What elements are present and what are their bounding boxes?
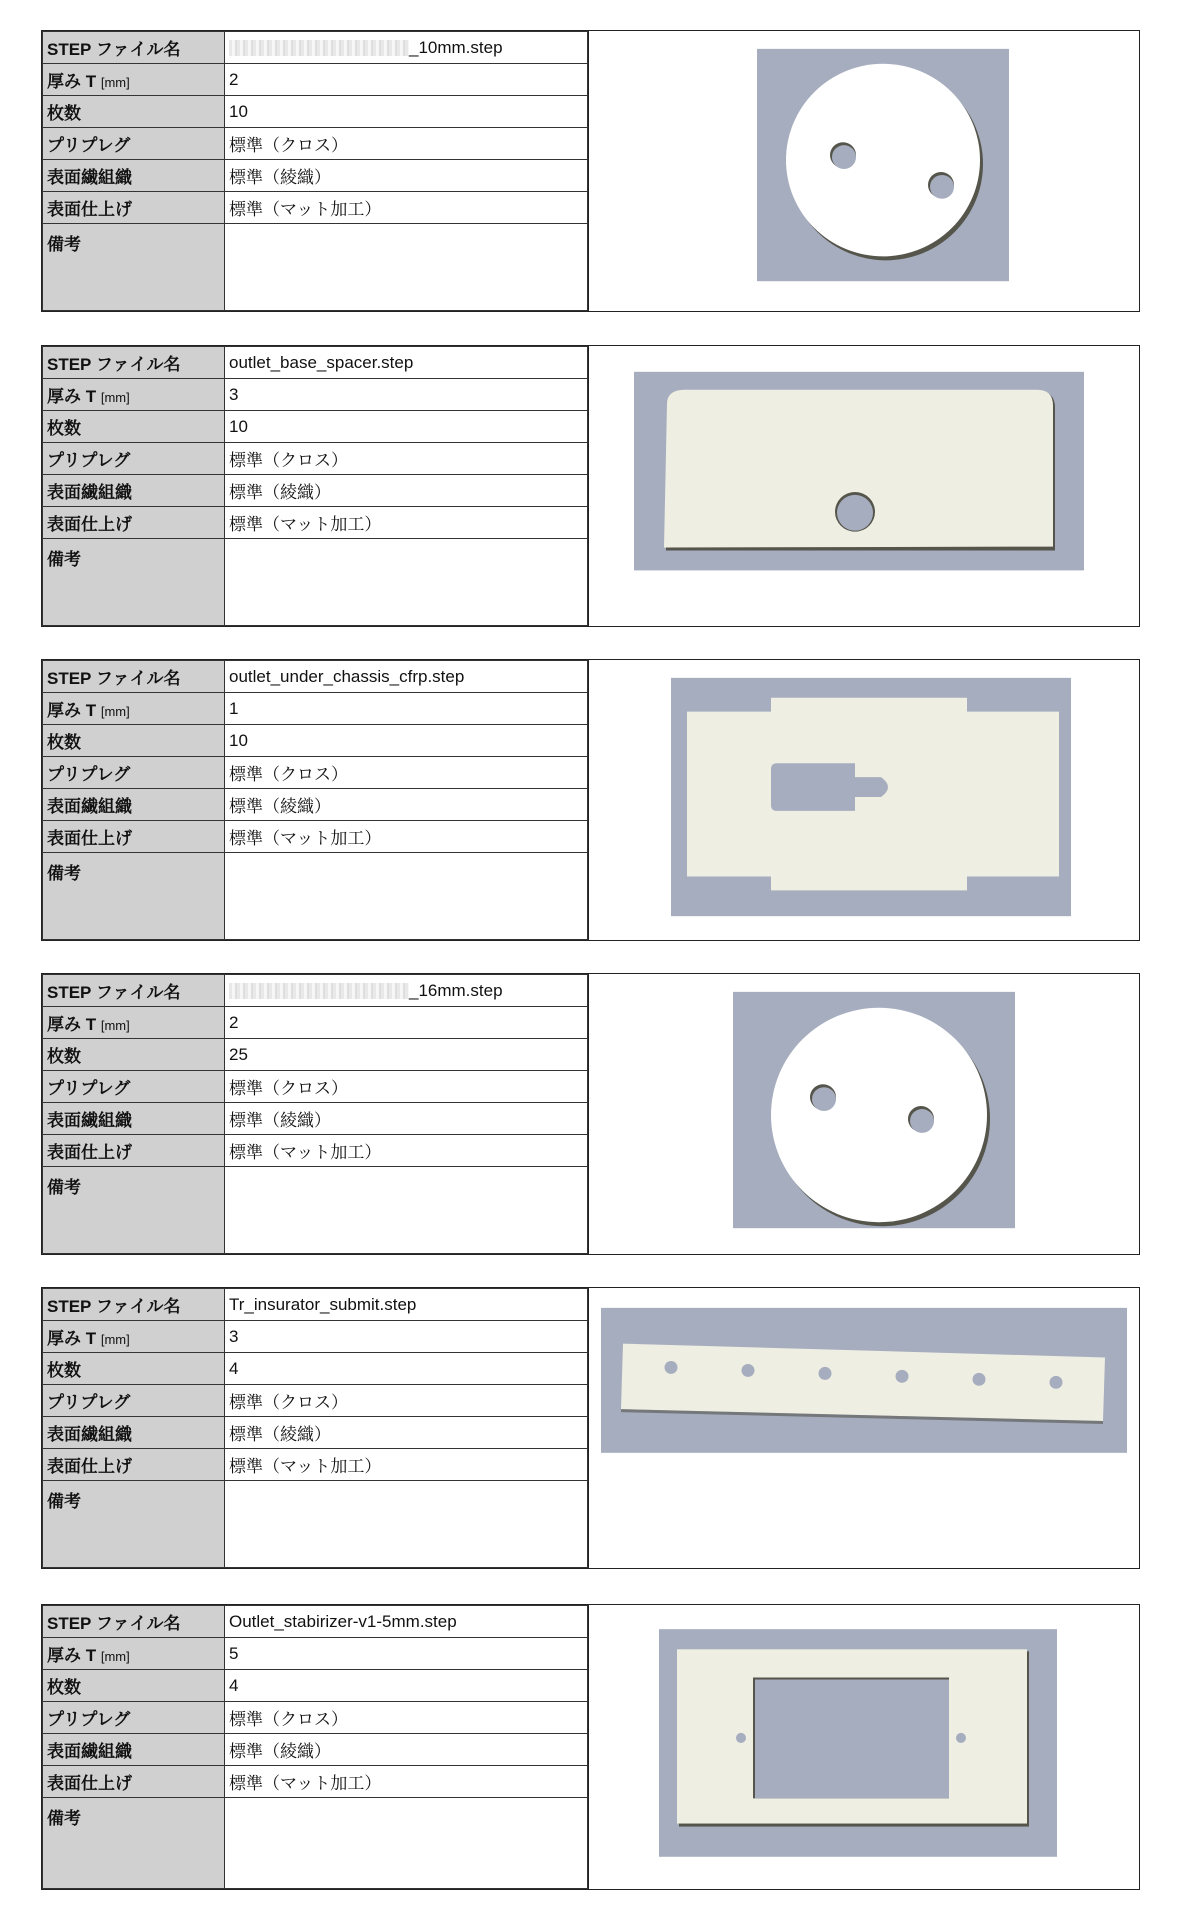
row-weave (43, 1417, 588, 1449)
value-thickness: 5 (225, 1638, 588, 1670)
label-note: 備考 (43, 1798, 225, 1889)
value-note (225, 539, 588, 626)
row-note (43, 1167, 588, 1254)
row-finish (43, 1766, 588, 1798)
value-note (225, 1481, 588, 1568)
value-note (225, 853, 588, 940)
strip-six-holes-icon (589, 1288, 1139, 1568)
value-prepreg: 標準（クロス） (225, 1071, 588, 1103)
spec-table (42, 974, 588, 1254)
value-weave: 標準（綾織） (225, 1734, 588, 1766)
value-prepreg: 標準（クロス） (225, 1702, 588, 1734)
label-finish: 表面仕上げ (43, 1135, 225, 1167)
row-qty (43, 96, 588, 128)
row-prepreg (43, 443, 588, 475)
row-finish (43, 507, 588, 539)
row-weave (43, 1103, 588, 1135)
part-spec-block (41, 659, 1140, 941)
label-note: 備考 (43, 224, 225, 311)
part-preview (588, 31, 1139, 311)
spec-table (42, 346, 588, 626)
row-prepreg (43, 757, 588, 789)
value-file: outlet_under_chassis_cfrp.step (225, 661, 588, 693)
value-finish: 標準（マット加工） (225, 1135, 588, 1167)
frame-plate-window-icon (589, 1605, 1139, 1889)
value-thickness: 2 (225, 64, 588, 96)
spec-table (42, 660, 588, 940)
row-qty (43, 1039, 588, 1071)
row-prepreg (43, 128, 588, 160)
row-finish (43, 192, 588, 224)
label-qty: 枚数 (43, 1039, 225, 1071)
label-file: STEP ファイル名 (43, 32, 225, 64)
part-spec-block (41, 1604, 1140, 1890)
part-spec-block (41, 973, 1140, 1255)
row-prepreg (43, 1071, 588, 1103)
label-weave: 表面繊組織 (43, 1417, 225, 1449)
label-file: STEP ファイル名 (43, 347, 225, 379)
label-finish: 表面仕上げ (43, 821, 225, 853)
part-spec-block (41, 345, 1140, 627)
row-finish (43, 1135, 588, 1167)
label-finish: 表面仕上げ (43, 1449, 225, 1481)
value-finish: 標準（マット加工） (225, 507, 588, 539)
value-qty: 10 (225, 725, 588, 757)
spec-table (42, 1288, 588, 1568)
row-file (43, 1606, 588, 1638)
value-thickness: 3 (225, 379, 588, 411)
label-prepreg: プリプレグ (43, 757, 225, 789)
row-file (43, 347, 588, 379)
label-note: 備考 (43, 1167, 225, 1254)
value-weave: 標準（綾織） (225, 789, 588, 821)
chassis-plate-cutout-icon (589, 660, 1139, 940)
value-prepreg: 標準（クロス） (225, 128, 588, 160)
part-preview (588, 346, 1139, 626)
row-qty (43, 1353, 588, 1385)
value-note (225, 1798, 588, 1889)
label-qty: 枚数 (43, 411, 225, 443)
label-qty: 枚数 (43, 725, 225, 757)
redacted-text (229, 983, 409, 999)
row-file (43, 32, 588, 64)
row-qty (43, 411, 588, 443)
value-note (225, 224, 588, 311)
part-preview (588, 974, 1139, 1254)
row-file (43, 1289, 588, 1321)
label-prepreg: プリプレグ (43, 1385, 225, 1417)
label-prepreg: プリプレグ (43, 128, 225, 160)
value-thickness: 2 (225, 1007, 588, 1039)
row-thickness (43, 1007, 588, 1039)
spec-table (42, 31, 588, 311)
label-file: STEP ファイル名 (43, 661, 225, 693)
row-note (43, 853, 588, 940)
label-weave: 表面繊組織 (43, 160, 225, 192)
row-weave (43, 1734, 588, 1766)
label-qty: 枚数 (43, 96, 225, 128)
row-weave (43, 475, 588, 507)
value-note (225, 1167, 588, 1254)
row-note (43, 1481, 588, 1568)
value-file: outlet_base_spacer.step (225, 347, 588, 379)
row-thickness (43, 693, 588, 725)
rounded-plate-one-hole-icon (589, 346, 1139, 626)
row-prepreg (43, 1702, 588, 1734)
row-thickness (43, 64, 588, 96)
part-preview (588, 1288, 1139, 1568)
redacted-text (229, 40, 409, 56)
value-finish: 標準（マット加工） (225, 192, 588, 224)
label-note: 備考 (43, 1481, 225, 1568)
value-weave: 標準（綾織） (225, 1417, 588, 1449)
label-weave: 表面繊組織 (43, 789, 225, 821)
label-prepreg: プリプレグ (43, 1071, 225, 1103)
label-qty: 枚数 (43, 1670, 225, 1702)
label-thickness: 厚み T [mm] (43, 1007, 225, 1039)
value-finish: 標準（マット加工） (225, 821, 588, 853)
row-file (43, 975, 588, 1007)
value-weave: 標準（綾織） (225, 1103, 588, 1135)
part-spec-block (41, 1287, 1140, 1569)
part-preview (588, 660, 1139, 940)
value-weave: 標準（綾織） (225, 475, 588, 507)
value-qty: 4 (225, 1670, 588, 1702)
row-finish (43, 1449, 588, 1481)
row-thickness (43, 1321, 588, 1353)
label-thickness: 厚み T [mm] (43, 64, 225, 96)
row-note (43, 539, 588, 626)
value-thickness: 1 (225, 693, 588, 725)
row-qty (43, 725, 588, 757)
row-prepreg (43, 1385, 588, 1417)
label-prepreg: プリプレグ (43, 1702, 225, 1734)
part-preview (588, 1605, 1139, 1889)
row-weave (43, 160, 588, 192)
value-qty: 10 (225, 96, 588, 128)
value-thickness: 3 (225, 1321, 588, 1353)
value-prepreg: 標準（クロス） (225, 443, 588, 475)
label-finish: 表面仕上げ (43, 192, 225, 224)
value-file: _16mm.step (225, 975, 588, 1007)
label-thickness: 厚み T [mm] (43, 1321, 225, 1353)
label-file: STEP ファイル名 (43, 1606, 225, 1638)
label-qty: 枚数 (43, 1353, 225, 1385)
part-spec-block (41, 30, 1140, 312)
row-file (43, 661, 588, 693)
label-thickness: 厚み T [mm] (43, 1638, 225, 1670)
value-finish: 標準（マット加工） (225, 1766, 588, 1798)
row-finish (43, 821, 588, 853)
label-note: 備考 (43, 853, 225, 940)
circle-disc-two-holes-icon (589, 974, 1139, 1254)
row-note (43, 224, 588, 311)
row-thickness (43, 379, 588, 411)
value-finish: 標準（マット加工） (225, 1449, 588, 1481)
label-weave: 表面繊組織 (43, 1103, 225, 1135)
value-file: _10mm.step (225, 32, 588, 64)
value-file: Outlet_stabirizer-v1-5mm.step (225, 1606, 588, 1638)
circle-disc-two-holes-icon (589, 31, 1139, 311)
label-finish: 表面仕上げ (43, 1766, 225, 1798)
label-file: STEP ファイル名 (43, 975, 225, 1007)
value-qty: 10 (225, 411, 588, 443)
row-weave (43, 789, 588, 821)
row-qty (43, 1670, 588, 1702)
label-prepreg: プリプレグ (43, 443, 225, 475)
value-weave: 標準（綾織） (225, 160, 588, 192)
value-prepreg: 標準（クロス） (225, 1385, 588, 1417)
value-prepreg: 標準（クロス） (225, 757, 588, 789)
label-file: STEP ファイル名 (43, 1289, 225, 1321)
spec-table (42, 1605, 588, 1889)
value-qty: 25 (225, 1039, 588, 1071)
label-note: 備考 (43, 539, 225, 626)
label-weave: 表面繊組織 (43, 475, 225, 507)
label-thickness: 厚み T [mm] (43, 379, 225, 411)
value-qty: 4 (225, 1353, 588, 1385)
label-thickness: 厚み T [mm] (43, 693, 225, 725)
row-note (43, 1798, 588, 1889)
label-finish: 表面仕上げ (43, 507, 225, 539)
label-weave: 表面繊組織 (43, 1734, 225, 1766)
value-file: Tr_insurator_submit.step (225, 1289, 588, 1321)
row-thickness (43, 1638, 588, 1670)
